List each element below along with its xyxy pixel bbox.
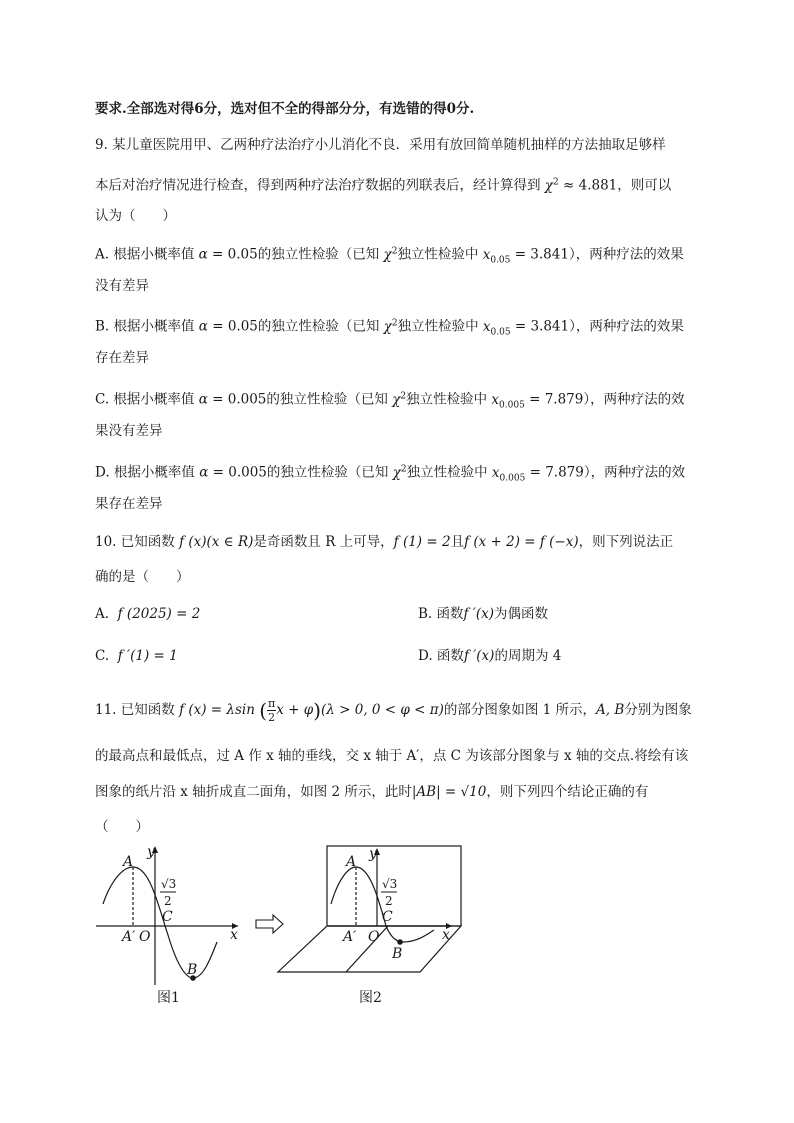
fig1-label-C: C (162, 909, 173, 925)
subscript: 0.005 (499, 400, 525, 411)
fig2-point-B (398, 940, 402, 944)
alpha-symbol: α (194, 318, 213, 335)
option-d-mid2: 独立性检验中 (406, 464, 488, 481)
option-b-suffix: ），两种疗法的效果 (569, 318, 684, 335)
option-d-alpha: = 0.005 (212, 464, 267, 481)
option-c-suffix: ），两种疗法的效 (583, 391, 685, 408)
q11-stem-a: 11. 已知函数 (95, 702, 175, 718)
option-c-x: = 7.879 (529, 391, 584, 408)
option-d-suffix: ），两种疗法的效 (583, 464, 686, 481)
right-paren: ) (313, 698, 322, 723)
q11-stem-c: 分别为图象 (624, 702, 692, 718)
option-b-mid: 的独立性检验（已知 (257, 318, 380, 335)
fig1-label-y: y (147, 844, 155, 860)
q10-c-math: f ′(1) = 1 (117, 648, 178, 664)
option-b-prefix: B. 根据小概率值 (95, 318, 195, 335)
alpha-symbol: α (194, 246, 213, 263)
option-b-x: = 3.841 (514, 318, 570, 335)
q9-stem-text: 本后对治疗情况进行检查，得到两种疗法治疗数据的列联表后，经计算得到 (95, 177, 541, 194)
alpha-symbol: α (194, 391, 213, 408)
x-critical: $x_{0.005}$ (487, 391, 525, 411)
option-a-suffix: ），两种疗法的效果 (568, 246, 684, 263)
q10-fx: f (x)(x ∈ R) (179, 534, 254, 550)
option-b-alpha: = 0.05 (212, 318, 258, 335)
subscript: 0.05 (490, 327, 511, 338)
requirement-text: 要求.全部选对得6分，选对但不全的得部分分，有选错的得0分. (95, 101, 475, 117)
q11-line3-b: ，则下列四个结论正确的有 (486, 784, 649, 800)
q11-stem-b: 的部分图象如图 1 所示， (443, 702, 597, 718)
chi-square-symbol: $\chi^2$ (379, 318, 398, 335)
q10-b-math: f ′(x) (463, 606, 495, 622)
right-arrow-icon (256, 915, 283, 933)
q9-option-d-line2: 果存在差异 (95, 496, 163, 512)
q10-stem-a: 10. 已知函数 (95, 534, 175, 550)
q11-fx: f (x) = λsin (179, 702, 255, 718)
fig2-label-B: B (392, 946, 403, 962)
q10-b-tail: 为偶函数 (494, 606, 549, 622)
q11-line2: 的最高点和最低点，过 A 作 x 轴的垂线，交 x 轴于 A′，点 C 为该部分图象与 x 轴的交点.将绘有该 (95, 748, 689, 764)
subscript: 0.05 (490, 255, 511, 266)
chi-square-symbol: $\chi^2$ (379, 246, 398, 263)
chi-square-symbol: $\chi^2$ (388, 464, 407, 481)
fig1-frac-num: √3 (161, 877, 177, 891)
q9-stem-line1: 9. 某儿童医院用甲、乙两种疗法治疗小儿消化不良．采用有放回简单随机抽样的方法抽取足够样 (95, 137, 666, 153)
fig2-label-A: A (346, 854, 357, 870)
left-paren: ( (259, 698, 267, 723)
alpha-symbol: α (194, 464, 213, 481)
fig1-label-B: B (187, 962, 198, 978)
q9-stem-line3: 认为（ ） (95, 208, 176, 224)
option-c-mid: 的独立性检验（已知 (266, 391, 388, 408)
q9-option-c-line2: 果没有差异 (95, 423, 163, 439)
chi-square-symbol: $\chi^2$ (387, 391, 407, 408)
q10-c-label: C. (95, 648, 110, 664)
fig1-frac-den: 2 (164, 894, 172, 908)
option-c-mid2: 独立性检验中 (406, 391, 488, 408)
q11-AB: A, B (596, 702, 625, 718)
fig2-label-y: y (369, 846, 377, 862)
x-critical: $x_{0.05}$ (478, 246, 511, 266)
fig2-frac-num: √3 (382, 877, 398, 891)
chi-square-symbol: $\chi^2$ (544, 177, 559, 194)
q11-line4: （ ） (95, 819, 149, 835)
chi-value: ≈ 4.881 (563, 177, 618, 194)
q10-stem-b: 是奇函数且 (253, 534, 321, 550)
q10-R: R (325, 534, 336, 550)
fig1-curve (103, 867, 217, 978)
figure-2 (278, 846, 461, 972)
fig2-label-O: O (368, 929, 380, 945)
option-d-mid: 的独立性检验（已知 (266, 464, 389, 481)
frac-den: 2 (268, 711, 276, 724)
x-critical: $x_{0.005}$ (487, 464, 526, 484)
q11-line3-a: 图象的纸片沿 x 轴折成直二面角，如图 2 所示，此时 (95, 784, 412, 800)
option-c-alpha: = 0.005 (212, 391, 267, 408)
q11-arg: x + φ (276, 702, 314, 718)
fig1-label-A: A (123, 854, 134, 870)
option-d-x: = 7.879 (529, 464, 584, 481)
q10-stem-line2: 确的是（ ） (95, 569, 190, 585)
option-a-alpha: = 0.05 (212, 246, 258, 263)
q10-eq: f (x + 2) = f (−x) (464, 534, 579, 550)
fig2-label-Ap: A′ (343, 929, 357, 945)
option-a-mid2: 独立性检验中 (397, 246, 479, 263)
q11-abs: |AB| = √10 (411, 784, 487, 800)
q10-stem-d: 且 (450, 534, 465, 550)
q10-f1: f (1) = 2 (393, 534, 451, 550)
option-a-mid: 的独立性检验（已知 (257, 246, 380, 263)
option-a-prefix: A. 根据小概率值 (95, 246, 195, 263)
fig1-label-Ap: A′ (122, 929, 136, 945)
fig1-label-x: x (230, 927, 238, 943)
subscript: 0.005 (499, 473, 526, 484)
q9-option-b-line2: 存在差异 (95, 350, 149, 366)
option-c-prefix: C. 根据小概率值 (95, 391, 195, 408)
fig2-label-x: x (442, 927, 450, 943)
q9-stem-tail: ，则可以 (617, 177, 672, 194)
q10-a-math: f (2025) = 2 (117, 606, 201, 622)
x-critical: $x_{0.05}$ (478, 318, 511, 338)
q10-stem-c: 上可导， (339, 534, 394, 550)
q10-b-label: B. 函数 (418, 606, 464, 622)
q10-stem-e: ，则下列说法正 (578, 534, 674, 550)
option-a-x: = 3.841 (514, 246, 569, 263)
q10-d-tail: 的周期为 4 (494, 648, 562, 664)
fig2-frac-den: 2 (385, 894, 393, 908)
q11-cond: (λ > 0, 0 < φ < π) (321, 702, 444, 718)
q9-option-a-line2: 没有差异 (95, 278, 149, 294)
q10-d-label: D. 函数 (418, 648, 464, 664)
fig1-label-O: O (139, 929, 151, 945)
q10-a-label: A. (95, 606, 110, 622)
frac-num: π (268, 697, 276, 710)
option-d-prefix: D. 根据小概率值 (95, 464, 195, 481)
option-b-mid2: 独立性检验中 (397, 318, 479, 335)
fig2-label-C: C (382, 909, 393, 925)
fig2-caption: 图2 (359, 990, 382, 1006)
q10-d-math: f ′(x) (463, 648, 495, 664)
fig1-caption: 图1 (157, 990, 180, 1006)
